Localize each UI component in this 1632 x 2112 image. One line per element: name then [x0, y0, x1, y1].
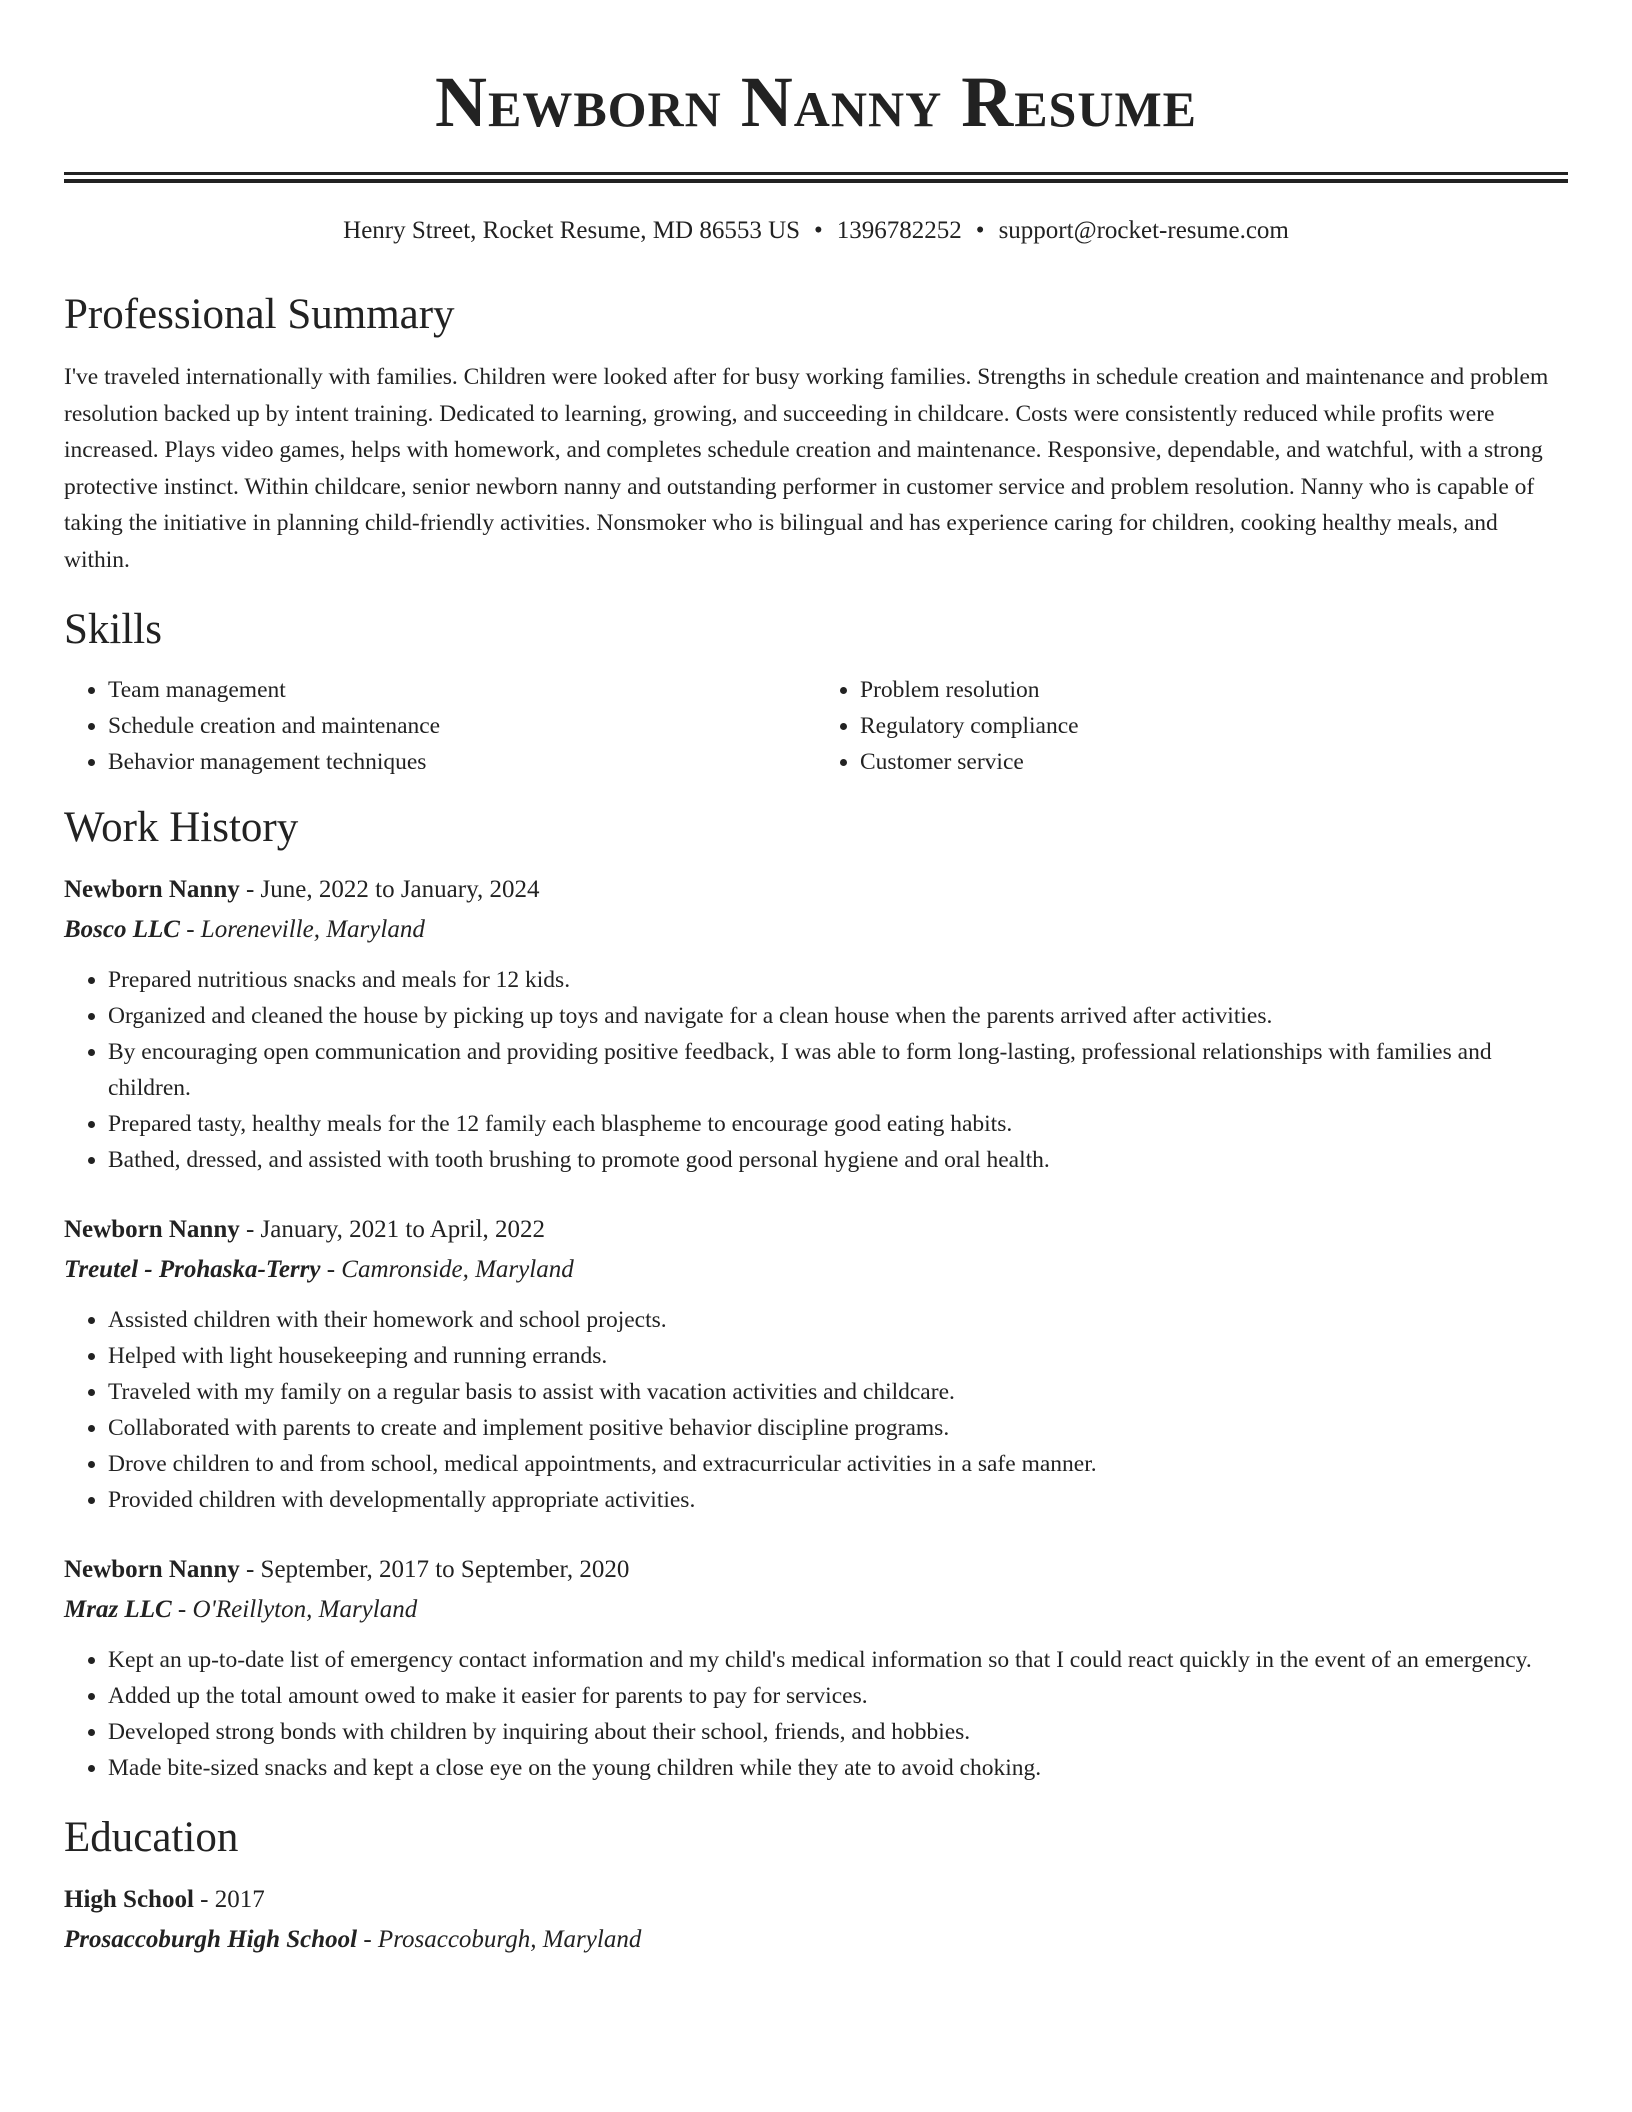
job-dates: - January, 2021 to April, 2022 — [239, 1216, 546, 1243]
job-bullet: • Drove children to and from school, medical appointments, and extracurricular activities in a safe manner. — [108, 1446, 1568, 1482]
education-location: - Prosaccoburgh, Maryland — [357, 1926, 642, 1953]
job-bullets — [64, 1302, 1568, 1518]
contact-phone: 1396782252 — [836, 217, 962, 244]
job-bullet: • By encouraging open communication and providing positive feedback, I was able to form long-lasting, professional relationships with families and children. — [108, 1034, 1568, 1106]
education-degree: High School — [64, 1886, 194, 1913]
skill-item: • Schedule creation and maintenance — [108, 708, 816, 744]
job-role: Newborn Nanny — [64, 1216, 240, 1243]
job-bullets — [64, 1642, 1568, 1786]
job-dates: - June, 2022 to January, 2024 — [239, 876, 540, 903]
job-bullet: • Kept an up-to-date list of emergency contact information and my child's medical information so that I could react quickly in the event of an emergency. — [108, 1642, 1568, 1678]
skill-item: • Problem resolution — [860, 672, 1568, 708]
skill-item: • Behavior management techniques — [108, 744, 816, 780]
contact-separator: • — [975, 217, 985, 244]
skills-list — [64, 672, 1568, 780]
contact-email: support@rocket-resume.com — [998, 217, 1289, 244]
job-bullets — [64, 962, 1568, 1178]
contact-address: Henry Street, Rocket Resume, MD 86553 US — [343, 217, 801, 244]
section-title-work-history: Work History — [64, 804, 299, 851]
job-entry — [64, 870, 1568, 1178]
skills-column-right — [816, 672, 1568, 780]
section-title-skills: Skills — [64, 606, 162, 653]
skills-column-left — [64, 672, 816, 780]
contact-line — [64, 215, 1568, 247]
resume-title: Newborn Nanny Resume — [434, 62, 1198, 142]
education-year: - 2017 — [193, 1886, 265, 1913]
job-entry — [64, 1550, 1568, 1786]
education-school-line — [64, 1920, 1568, 1960]
job-bullet: • Prepared tasty, healthy meals for the 12 family each blaspheme to encourage good eating habits. — [108, 1106, 1568, 1142]
job-bullet: • Bathed, dressed, and assisted with tooth brushing to promote good personal hygiene and oral health. — [108, 1142, 1568, 1178]
job-company-line — [64, 1590, 1568, 1630]
job-entry — [64, 1210, 1568, 1518]
job-company: Mraz LLC — [64, 1596, 172, 1623]
job-bullet: • Made bite-sized snacks and kept a close eye on the young children while they ate to avoid choking. — [108, 1750, 1568, 1786]
education-school: Prosaccoburgh High School — [64, 1926, 358, 1953]
job-bullet: • Helped with light housekeeping and running errands. — [108, 1338, 1568, 1374]
job-role: Newborn Nanny — [64, 876, 240, 903]
section-title-education: Education — [64, 1814, 239, 1861]
job-location: - Camronside, Maryland — [320, 1256, 574, 1283]
job-company-line — [64, 1250, 1568, 1290]
job-location: - Loreneville, Maryland — [179, 916, 425, 943]
job-company: Bosco LLC — [64, 916, 180, 943]
skill-item: • Regulatory compliance — [860, 708, 1568, 744]
job-bullet: • Organized and cleaned the house by picking up toys and navigate for a clean house when the parents arrived after activities. — [108, 998, 1568, 1034]
job-heading — [64, 1550, 1568, 1590]
job-heading — [64, 1210, 1568, 1250]
title-divider — [64, 172, 1568, 183]
summary-text: I've traveled internationally with families. Children were looked after for busy working families. Strengths in schedule creation and maintenance and problem resolution backed up by intent training. Dedicated to learning, growing, and succeeding in childcare. Costs were consistently reduced while profits were increased. Plays video games, helps with homework, and completes schedule creation and maintenance. Responsive, dependable, and watchful, with a strong protective instinct. Within childcare, senior newborn nanny and outstanding performer in customer service and problem resolution. Nanny who is capable of taking the initiative in planning child-friendly activities. Nonsmoker who is bilingual and has experience caring for children, cooking healthy meals, and within. — [64, 364, 1549, 573]
education-heading — [64, 1880, 1568, 1920]
skill-item: • Team management — [108, 672, 816, 708]
job-bullet: • Added up the total amount owed to make it easier for parents to pay for services. — [108, 1678, 1568, 1714]
job-company: Treutel - Prohaska-Terry — [64, 1256, 321, 1283]
contact-separator: • — [814, 217, 823, 244]
job-company-line — [64, 910, 1568, 950]
section-title-summary: Professional Summary — [64, 291, 455, 338]
job-bullet: • Provided children with developmentally appropriate activities. — [108, 1482, 1568, 1518]
education-entry — [64, 1880, 1568, 1960]
job-bullet: • Assisted children with their homework and school projects. — [108, 1302, 1568, 1338]
job-bullet: • Prepared nutritious snacks and meals for 12 kids. — [108, 962, 1568, 998]
job-heading — [64, 870, 1568, 910]
skill-item: • Customer service — [860, 744, 1568, 780]
job-role: Newborn Nanny — [64, 1556, 240, 1583]
job-bullet: • Collaborated with parents to create and implement positive behavior discipline programs. — [108, 1410, 1568, 1446]
job-bullet: • Developed strong bonds with children by inquiring about their school, friends, and hobbies. — [108, 1714, 1568, 1750]
job-location: - O'Reillyton, Maryland — [171, 1596, 418, 1623]
job-bullet: • Traveled with my family on a regular basis to assist with vacation activities and childcare. — [108, 1374, 1568, 1410]
job-dates: - September, 2017 to September, 2020 — [239, 1556, 630, 1583]
